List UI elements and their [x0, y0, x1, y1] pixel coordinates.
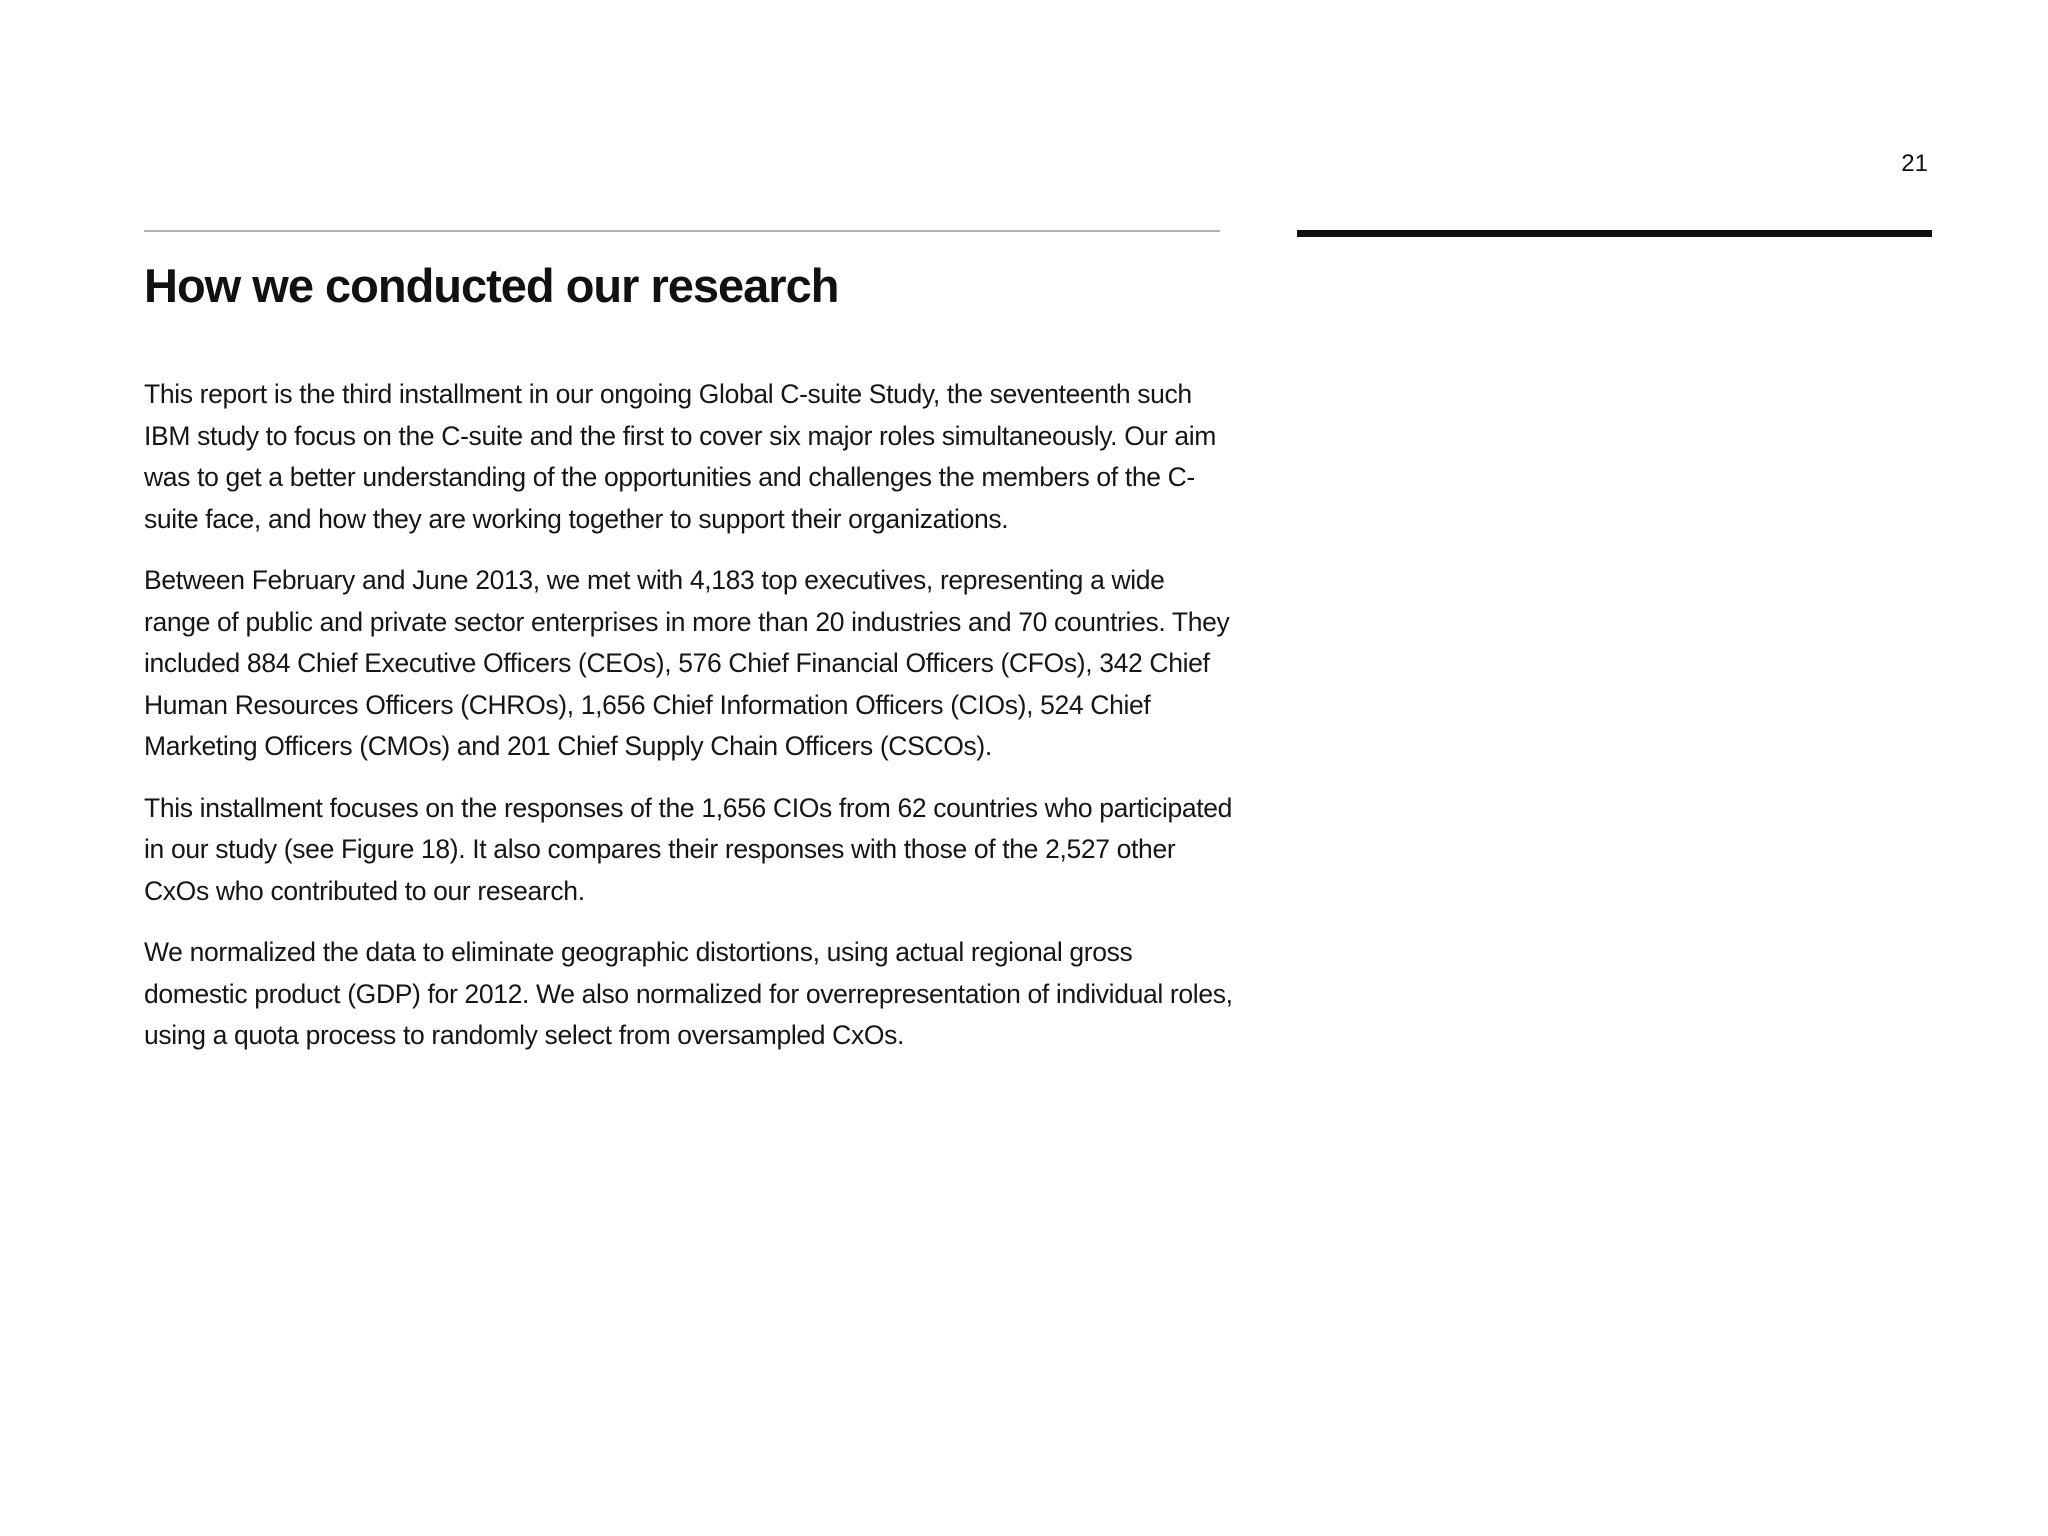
paragraph-study-overview: This report is the third installment in our ongoing Global C-suite Study, the seventeenth such IBM study to focus on the C-suite and the first to cover six major roles simultaneously. Our aim was to get a better understanding of the opportunities and challenges the members of the C-suite face, and how they are working together to support their organizations. [144, 379, 1216, 534]
section-divider-thin [144, 230, 1220, 232]
paragraph-participants: Between February and June 2013, we met with 4,183 top executives, representing a wide range of public and private sector enterprises in more than 20 industries and 70 countries. They included 884 Chief Executive Officers (CEOs), 576 Chief Financial Officers (CFOs), 342 Chief Human Resources Officers (CHROs), 1,656 Chief Information Officers (CIOs), 524 Chief Marketing Officers (CMOs) and 201 Chief Supply Chain Officers (CSCOs). [144, 565, 1230, 761]
paragraph-cio-focus: This installment focuses on the responses of the 1,656 CIOs from 62 countries who participated in our study (see Figure 18). It also compares their responses with those of the 2,527 other CxOs who contributed to our research. [144, 792, 1233, 906]
section-divider-thick [1297, 230, 1932, 237]
page-title: How we conducted our research [144, 259, 839, 312]
page-number: 21 [1901, 150, 1928, 177]
body-text [144, 374, 1234, 1077]
paragraph-normalization: We normalized the data to eliminate geographic distortions, using actual regional gross domestic product (GDP) for 2012. We also normalized for overrepresentation of individual roles, using a quota process to randomly select from oversampled CxOs. [144, 937, 1233, 1050]
